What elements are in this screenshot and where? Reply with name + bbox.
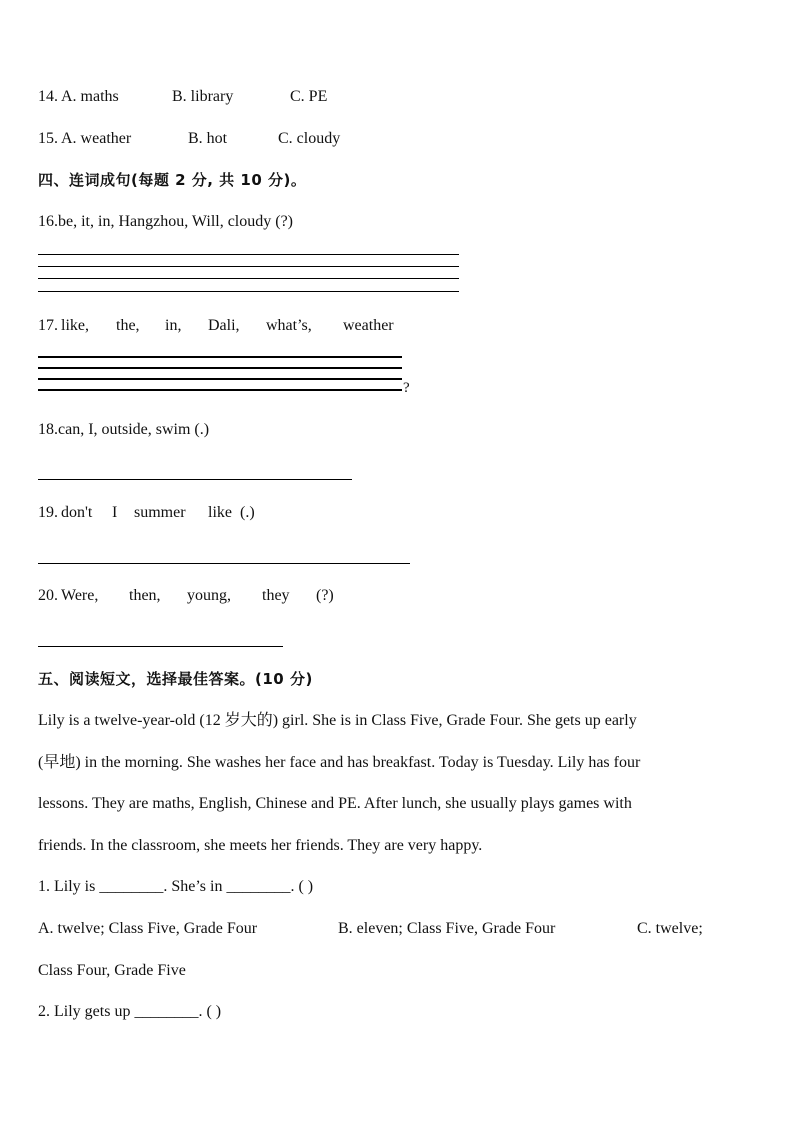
q20-word-2: then, bbox=[129, 587, 161, 604]
q18-number: 18. bbox=[38, 421, 58, 438]
q19-word-5: (.) bbox=[240, 504, 255, 521]
q16-words: be, it, in, Hangzhou, Will, cloudy (?) bbox=[58, 213, 294, 230]
q17-answer-line-2[interactable] bbox=[38, 367, 402, 369]
q14-option-b: B. library bbox=[172, 88, 234, 105]
q20-word-5: (?) bbox=[316, 587, 334, 604]
q19-word-1: don't bbox=[61, 504, 93, 521]
q16-answer-line-4[interactable] bbox=[38, 291, 459, 292]
passage-line-4: friends. In the classroom, she meets her friends. They are very happy. bbox=[38, 837, 483, 854]
q19-number: 19. bbox=[38, 504, 58, 521]
q14-option-c: C. PE bbox=[290, 88, 328, 105]
q19-word-2: I bbox=[112, 504, 118, 521]
q15-number: 15. bbox=[38, 130, 58, 147]
q17-answer-line-3[interactable] bbox=[38, 378, 402, 380]
q15-option-a: A. weather bbox=[61, 130, 132, 147]
q17-word-4: Dali, bbox=[208, 317, 240, 334]
q14-option-a: A. maths bbox=[61, 88, 119, 105]
q17-word-3: in, bbox=[165, 317, 182, 334]
q14-number: 14. bbox=[38, 88, 58, 105]
q18-words: can, I, outside, swim (.) bbox=[58, 421, 210, 438]
passage-line-1: Lily is a twelve-year-old (12 岁大的) girl. She is in Class Five, Grade Four. She gets up early bbox=[38, 712, 637, 729]
question-18 bbox=[38, 420, 209, 440]
q20-word-3: young, bbox=[187, 587, 231, 604]
q17-question-mark: ? bbox=[403, 380, 410, 396]
q17-word-6: weather bbox=[343, 317, 394, 334]
reading-q1-option-b: B. eleven; Class Five, Grade Four bbox=[338, 920, 556, 937]
q15-option-b: B. hot bbox=[188, 130, 228, 147]
q16-answer-line-3[interactable] bbox=[38, 278, 459, 279]
reading-question-1: 1. Lily is ________. She’s in ________. ( ) bbox=[38, 878, 314, 895]
q20-word-1: Were, bbox=[61, 587, 99, 604]
q19-word-4: like bbox=[208, 504, 232, 521]
q17-answer-line-4[interactable] bbox=[38, 389, 402, 391]
passage-line-3: lessons. They are maths, English, Chinese and PE. After lunch, she usually plays games with bbox=[38, 795, 632, 812]
reading-q1-option-c: C. twelve; bbox=[637, 920, 703, 937]
reading-q1-option-a: A. twelve; Class Five, Grade Four bbox=[38, 920, 258, 937]
q17-answer-line-1[interactable] bbox=[38, 356, 402, 358]
q20-word-4: they bbox=[262, 587, 290, 604]
q17-word-5: what’s, bbox=[266, 317, 312, 334]
q17-number: 17. bbox=[38, 317, 58, 334]
q20-number: 20. bbox=[38, 587, 58, 604]
q15-option-c: C. cloudy bbox=[278, 130, 341, 147]
passage-line-2: (早地) in the morning. She washes her face and has breakfast. Today is Tuesday. Lily has four bbox=[38, 754, 641, 771]
q16-answer-line-1[interactable] bbox=[38, 254, 459, 255]
q18-answer-line[interactable] bbox=[38, 479, 352, 480]
question-16 bbox=[38, 212, 293, 232]
reading-q1-option-c-continued: Class Four, Grade Five bbox=[38, 962, 186, 979]
q17-word-1: like, bbox=[61, 317, 89, 334]
q16-answer-line-2[interactable] bbox=[38, 266, 459, 267]
section-4-heading: 四、连词成句(每题 2 分, 共 10 分)。 bbox=[38, 171, 307, 189]
section-5-heading: 五、阅读短文，选择最佳答案。(10 分) bbox=[38, 670, 313, 688]
q20-answer-line[interactable] bbox=[38, 646, 283, 647]
q19-word-3: summer bbox=[134, 504, 186, 521]
reading-question-2: 2. Lily gets up ________. ( ) bbox=[38, 1003, 222, 1020]
q19-answer-line[interactable] bbox=[38, 563, 410, 564]
q17-word-2: the, bbox=[116, 317, 140, 334]
q16-number: 16. bbox=[38, 213, 58, 230]
